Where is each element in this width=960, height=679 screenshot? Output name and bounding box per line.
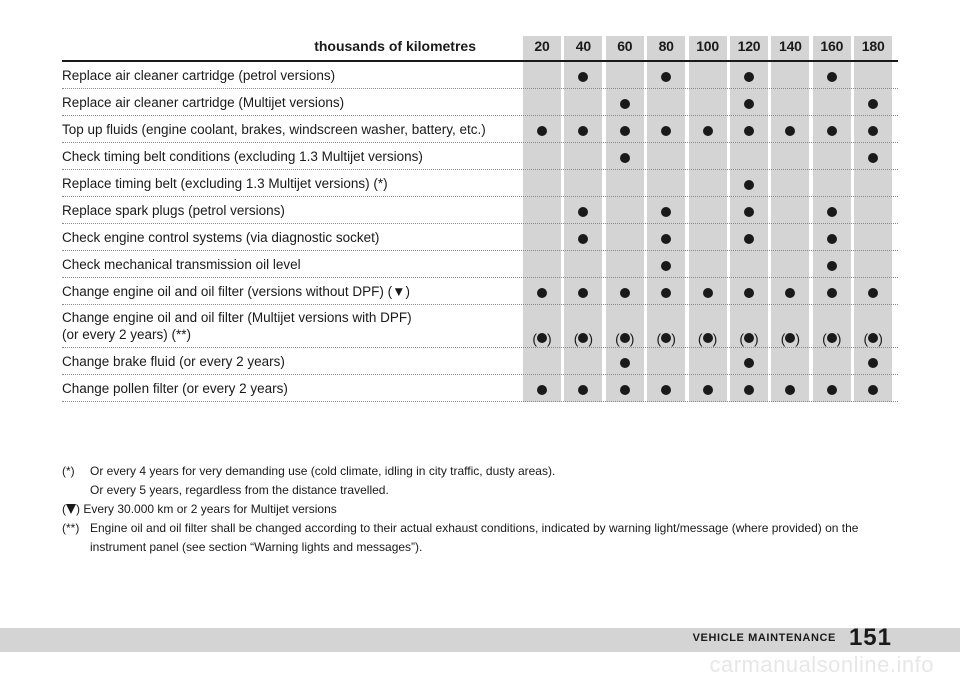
row-label-line: Replace air cleaner cartridge (petrol versions) — [62, 68, 336, 83]
row-label — [62, 256, 522, 273]
paren: ) — [547, 330, 552, 347]
dot-icon — [854, 284, 892, 300]
dot-icon — [606, 95, 644, 111]
dot-icon — [620, 153, 630, 163]
conditional-dot-icon — [730, 329, 768, 346]
dot-icon — [620, 288, 630, 298]
column-header: 180 — [861, 38, 885, 54]
dot-icon — [661, 261, 671, 271]
conditional-dot-icon — [647, 329, 685, 346]
footnote-star — [62, 462, 902, 500]
dot-icon — [813, 257, 851, 273]
dot-icon — [827, 288, 837, 298]
dot-icon — [606, 122, 644, 138]
dot-icon — [854, 122, 892, 138]
paren: ) — [878, 330, 883, 347]
dot-icon — [813, 122, 851, 138]
row-label-line: Replace timing belt (excluding 1.3 Multijet versions) (*) — [62, 176, 388, 191]
dot-icon — [703, 126, 713, 136]
dot-icon — [730, 203, 768, 219]
dot-icon — [827, 385, 837, 395]
triangle-icon — [66, 504, 76, 514]
dot-icon — [730, 381, 768, 397]
dot-icon — [771, 381, 809, 397]
table-row — [62, 305, 898, 348]
section-label: VEHICLE MAINTENANCE — [692, 632, 836, 644]
dot-icon — [661, 385, 671, 395]
dot-icon — [813, 381, 851, 397]
row-label-line: Check engine control systems (via diagnostic socket) — [62, 230, 380, 245]
paren: ) — [795, 330, 801, 347]
dot-icon — [771, 122, 809, 138]
dot-icon — [564, 122, 602, 138]
dot-icon — [647, 122, 685, 138]
dot-icon — [785, 126, 795, 136]
paren: ) — [712, 330, 718, 347]
dot-icon — [647, 68, 685, 84]
dot-icon — [730, 68, 768, 84]
dot-icon — [868, 358, 878, 368]
dot-icon — [661, 333, 671, 343]
row-label-line: Top up fluids (engine coolant, brakes, windscreen washer, battery, etc.) — [62, 122, 486, 137]
column-header: 80 — [658, 38, 674, 54]
table-row — [62, 89, 898, 116]
dot-icon — [868, 288, 878, 298]
dot-icon — [827, 72, 837, 82]
dot-icon — [730, 284, 768, 300]
paren: ( — [780, 330, 786, 347]
paren: ( — [615, 330, 620, 347]
paren: ( — [863, 330, 869, 347]
dot-icon — [564, 230, 602, 246]
paren: ) — [671, 330, 676, 347]
dot-icon — [647, 381, 685, 397]
footnote-star-key: (*) — [62, 464, 75, 478]
dot-icon — [661, 234, 671, 244]
dot-icon — [564, 284, 602, 300]
table-row — [62, 224, 898, 251]
footnote-double-star-line2: instrument panel (see section “Warning lights and messages”). — [90, 540, 423, 554]
dot-icon — [785, 288, 795, 298]
dot-icon — [578, 207, 588, 217]
dot-icon — [744, 333, 754, 343]
conditional-dot-icon — [854, 329, 892, 346]
dot-icon — [813, 284, 851, 300]
dot-icon — [689, 122, 727, 138]
table-row — [62, 62, 898, 89]
dot-icon — [523, 381, 561, 397]
dot-icon — [578, 126, 588, 136]
dot-icon — [813, 230, 851, 246]
row-label — [62, 353, 522, 370]
dot-icon — [730, 354, 768, 370]
dot-icon — [771, 284, 809, 300]
dot-icon — [813, 68, 851, 84]
row-label-line: Replace spark plugs (petrol versions) — [62, 203, 285, 218]
dot-icon — [564, 203, 602, 219]
table-row — [62, 375, 898, 402]
dot-icon — [854, 381, 892, 397]
dot-icon — [868, 333, 878, 343]
footnotes — [62, 462, 902, 557]
table-row — [62, 348, 898, 375]
paren: ( — [739, 330, 744, 347]
dot-icon — [647, 257, 685, 273]
dot-icon — [661, 207, 671, 217]
dot-icon — [730, 230, 768, 246]
column-header: 60 — [617, 38, 633, 54]
dot-icon — [744, 288, 754, 298]
dot-icon — [578, 288, 588, 298]
dot-icon — [703, 333, 713, 343]
dot-icon — [827, 333, 837, 343]
paren: ( — [532, 330, 537, 347]
dot-icon — [661, 72, 671, 82]
dot-icon — [868, 126, 878, 136]
dot-icon — [523, 122, 561, 138]
dot-icon — [744, 385, 754, 395]
dot-icon — [744, 207, 754, 217]
paren: ( — [697, 330, 703, 347]
table-header-title: thousands of kilometres — [314, 38, 476, 54]
row-label-line: Change engine oil and oil filter (versions without DPF) (▼) — [62, 284, 411, 299]
dot-icon — [620, 99, 630, 109]
column-header: 20 — [534, 38, 550, 54]
conditional-dot-icon — [523, 329, 561, 346]
dot-icon — [606, 381, 644, 397]
dot-icon — [620, 333, 630, 343]
dot-icon — [661, 126, 671, 136]
dot-icon — [689, 284, 727, 300]
conditional-dot-icon — [689, 329, 727, 346]
row-label-line: Change engine oil and oil filter (Multijet versions with DPF) — [62, 310, 412, 325]
dot-icon — [730, 122, 768, 138]
footnote-double-star-key: (**) — [62, 521, 80, 535]
dot-icon — [647, 203, 685, 219]
dot-icon — [537, 288, 547, 298]
dot-icon — [730, 95, 768, 111]
row-label — [62, 121, 522, 138]
table-row — [62, 143, 898, 170]
conditional-dot-icon — [564, 329, 602, 346]
dot-icon — [647, 230, 685, 246]
dot-icon — [620, 126, 630, 136]
footnote-triangle — [62, 500, 902, 519]
dot-icon — [537, 333, 547, 343]
paren: ) — [629, 330, 635, 347]
column-header: 120 — [737, 38, 761, 54]
footnote-triangle-key: ( ) — [62, 502, 80, 516]
dot-icon — [854, 95, 892, 111]
dot-icon — [620, 385, 630, 395]
paren: ) — [836, 330, 842, 347]
row-divider — [62, 401, 898, 402]
row-label — [62, 148, 522, 165]
footnote-double-star-line1: Engine oil and oil filter shall be changed according to their actual exhaust conditions, indicated by warning light/message (where provided) on the — [90, 521, 859, 535]
footnote-star-line2: Or every 5 years, regardless from the distance travelled. — [90, 483, 389, 497]
table-row — [62, 170, 898, 197]
column-header: 40 — [575, 38, 591, 54]
paren: ( — [656, 330, 662, 347]
row-label-line: Check timing belt conditions (excluding 1.3 Multijet versions) — [62, 149, 423, 164]
dot-icon — [578, 234, 588, 244]
row-label — [62, 94, 522, 111]
dot-icon — [689, 381, 727, 397]
conditional-dot-icon — [813, 329, 851, 346]
dot-icon — [606, 149, 644, 165]
paren: ( — [822, 330, 827, 347]
row-label — [62, 175, 522, 192]
dot-icon — [744, 126, 754, 136]
dot-icon — [647, 284, 685, 300]
column-header: 100 — [696, 38, 719, 54]
table-row — [62, 278, 898, 305]
row-label — [62, 380, 522, 397]
dot-icon — [827, 261, 837, 271]
footnote-star-line1: Or every 4 years for very demanding use (cold climate, idling in city traffic, dusty areas). — [90, 464, 556, 478]
dot-icon — [827, 234, 837, 244]
dot-icon — [523, 284, 561, 300]
dot-icon — [744, 99, 754, 109]
row-label-line: Change pollen filter (or every 2 years) — [62, 381, 288, 396]
dot-icon — [785, 333, 795, 343]
dot-icon — [578, 385, 588, 395]
row-label-line: Check mechanical transmission oil level — [62, 257, 301, 272]
dot-icon — [537, 126, 547, 136]
dot-icon — [564, 68, 602, 84]
row-label — [62, 283, 522, 300]
dot-icon — [730, 176, 768, 192]
dot-icon — [537, 385, 547, 395]
dot-icon — [703, 385, 713, 395]
dot-icon — [606, 284, 644, 300]
dot-icon — [578, 333, 588, 343]
dot-icon — [744, 180, 754, 190]
watermark: carmanualsonline.info — [709, 652, 934, 677]
dot-icon — [620, 358, 630, 368]
dot-icon — [854, 354, 892, 370]
dot-icon — [744, 234, 754, 244]
dot-icon — [578, 72, 588, 82]
dot-icon — [868, 153, 878, 163]
dot-icon — [744, 72, 754, 82]
conditional-dot-icon — [606, 329, 644, 346]
row-label-line: (or every 2 years) (**) — [62, 327, 192, 342]
paren: ) — [754, 330, 759, 347]
row-label-line: Change brake fluid (or every 2 years) — [62, 354, 285, 369]
dot-icon — [827, 207, 837, 217]
dot-icon — [606, 354, 644, 370]
page-number: 151 — [848, 624, 892, 651]
row-label — [62, 202, 522, 219]
dot-icon — [785, 385, 795, 395]
row-label — [62, 229, 522, 246]
footnote-triangle-text: Every 30.000 km or 2 years for Multijet versions — [83, 502, 337, 516]
dot-icon — [827, 126, 837, 136]
row-label — [62, 309, 522, 343]
dot-icon — [854, 149, 892, 165]
table-row — [62, 251, 898, 278]
paren: ) — [588, 330, 594, 347]
dot-icon — [703, 288, 713, 298]
row-label-line: Replace air cleaner cartridge (Multijet versions) — [62, 95, 345, 110]
dot-icon — [813, 203, 851, 219]
table-row — [62, 116, 898, 143]
dot-icon — [868, 385, 878, 395]
dot-icon — [868, 99, 878, 109]
dot-icon — [661, 288, 671, 298]
column-header: 160 — [820, 38, 844, 54]
column-header: 140 — [779, 38, 802, 54]
dot-icon — [744, 358, 754, 368]
row-label — [62, 67, 522, 84]
conditional-dot-icon — [771, 329, 809, 346]
footnote-double-star — [62, 519, 902, 557]
paren: ( — [573, 330, 579, 347]
table-row — [62, 197, 898, 224]
dot-icon — [564, 381, 602, 397]
